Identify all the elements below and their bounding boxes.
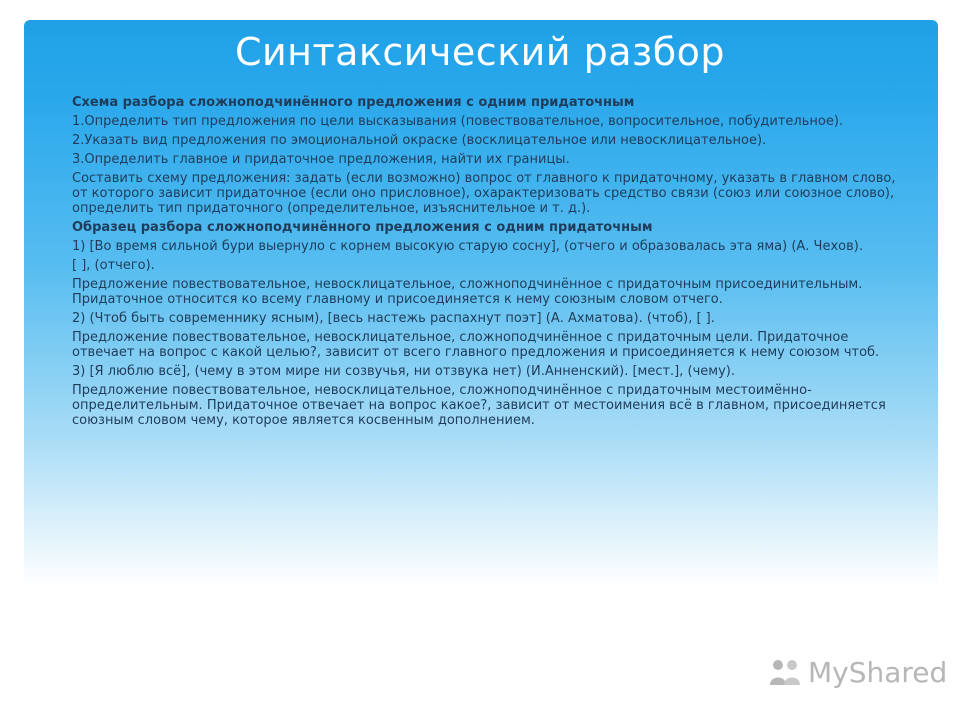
item-text: Образец разбора сложноподчинённого предложения с одним придаточным xyxy=(72,220,653,235)
list-item xyxy=(52,95,912,110)
item-text: Предложение повествовательное, невосклицательное, сложноподчинённое с придаточным местоимённо-определительным. Придаточное отвечает на вопрос какое?, зависит от местоимения всё в главном, присоединяется союзным словом чему, которое является косвенным дополнением. xyxy=(72,383,886,428)
slide-content xyxy=(52,95,912,432)
slide-title: Синтаксический разбор xyxy=(234,30,726,74)
item-text: Предложение повествовательное, невосклицательное, сложноподчинённое с придаточным цели. Придаточное отвечает на вопрос с какой целью?, зависит от всего главного предложения и присоединяется к нему союзом чтоб. xyxy=(72,330,880,360)
item-text: 2) (Чтоб быть современнику ясным), [весь настежь распахнут поэт] (А. Ахматова). (чтоб), [ ]. xyxy=(72,311,715,326)
item-text: 2.Указать вид предложения по эмоциональной окраске (восклицательное или невосклицательное). xyxy=(72,133,767,148)
list-item xyxy=(52,258,912,273)
item-text: 1.Определить тип предложения по цели высказывания (повествовательное, вопросительное, побудительное). xyxy=(72,114,844,129)
item-text: Составить схему предложения: задать (если возможно) вопрос от главного к придаточному, указать в главном слово, от которого зависит придаточное (если оно присловное), охарактеризовать средство связи (союз или союзное слово), определить тип придаточного (определительное, изъяснительное и т. д.). xyxy=(72,171,896,216)
list-item xyxy=(52,152,912,167)
list-item xyxy=(52,277,912,307)
item-text: Схема разбора сложноподчинённого предложения с одним придаточным xyxy=(72,95,635,110)
list-item xyxy=(52,171,912,216)
list-item xyxy=(52,114,912,129)
item-text: Предложение повествовательное, невосклицательное, сложноподчинённое с придаточным присоединительным. Придаточное относится ко всему главному и присоединяется к нему союзным словом отчего. xyxy=(72,277,863,307)
item-text: 3.Определить главное и придаточное предложения, найти их границы. xyxy=(72,152,570,167)
list-item xyxy=(52,383,912,428)
list-item xyxy=(52,220,912,235)
people-icon xyxy=(768,657,802,687)
logo-text: MyShared xyxy=(808,655,948,689)
item-text: [ ], (отчего). xyxy=(72,258,155,273)
list-item xyxy=(52,364,912,379)
myshared-logo xyxy=(768,654,947,690)
item-text: 1) [Во время сильной бури выернуло с корнем высокую старую сосну], (отчего и образовалась эта яма) (А. Чехов). xyxy=(72,239,863,254)
list-item xyxy=(52,311,912,326)
list-item xyxy=(52,330,912,360)
item-text: 3) [Я люблю всё], (чему в этом мире ни созвучья, ни отзвука нет) (И.Анненский). [мест.], (чему). xyxy=(72,364,735,379)
list-item xyxy=(52,239,912,254)
list-item xyxy=(52,133,912,148)
